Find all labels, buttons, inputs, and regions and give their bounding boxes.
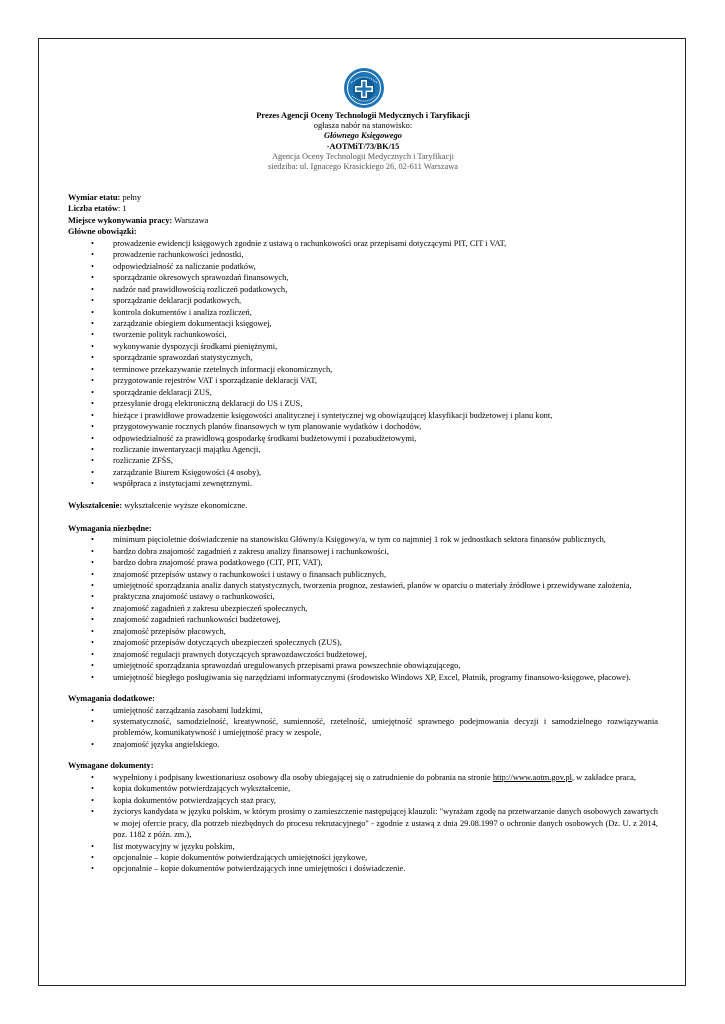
bullet-icon: • <box>91 250 94 260</box>
bullet-icon: • <box>91 444 94 454</box>
bullet-icon: • <box>91 626 94 636</box>
bullet-icon: • <box>91 569 94 579</box>
list-item-text: praktyczna znajomość ustawy o rachunkowości, <box>113 592 275 602</box>
list-item-text: znajomość zagadnień rachunkowości budżetowej, <box>113 615 281 625</box>
list-item-text: umiejętność zarządzania zasobami ludzkimi, <box>113 705 263 715</box>
header-agency: Agencja Oceny Technologii Medycznych i Taryfikacji <box>271 151 454 161</box>
list-item <box>68 364 658 375</box>
list-item-text: prowadzenie rachunkowości jednostki, <box>113 250 244 260</box>
education-label: Wykształcenie: <box>68 500 123 510</box>
documents-heading: Wymagane dokumenty: <box>68 761 154 771</box>
bullet-icon: • <box>91 841 94 851</box>
list-item <box>68 433 658 444</box>
bullet-icon: • <box>91 422 94 432</box>
bullet-icon: • <box>91 364 94 374</box>
bullet-icon: • <box>91 739 94 749</box>
place-line <box>68 215 658 226</box>
bullet-icon: • <box>91 705 94 715</box>
list-item <box>68 591 658 602</box>
bullet-icon: • <box>91 649 94 659</box>
list-item <box>68 546 658 557</box>
workload-value: pełny <box>120 193 142 202</box>
list-item-text: minimum pięcioletnie doświadczenie na stanowisku Główny/a Księgowy/a, w tym co najmniej 1 rok w jednostkach sektora finansów publicznych, <box>113 535 606 545</box>
bullet-icon: • <box>91 261 94 271</box>
education-value: wykształcenie wyższe ekonomiczne. <box>122 500 248 510</box>
list-item-text: bardzo dobra znajomość zagadnień z zakresu analizy finansowej i rachunkowości, <box>113 546 389 556</box>
list-item <box>68 329 658 340</box>
bullet-icon: • <box>91 852 94 862</box>
list-item <box>68 318 658 329</box>
list-item-text: współpraca z instytucjami zewnętrznymi. <box>113 479 253 489</box>
required-heading: Wymagania niezbędne: <box>68 523 152 533</box>
header-address: siedziba: ul. Ignacego Krasickiego 26, 02-611 Warszawa <box>267 162 459 172</box>
list-item <box>68 863 658 874</box>
list-item <box>68 569 658 580</box>
list-item <box>68 410 658 421</box>
list-item <box>68 852 658 863</box>
header-title: Prezes Agencji Oceny Technologii Medycznych i Taryfikacji <box>256 111 470 120</box>
bullet-icon: • <box>91 307 94 317</box>
additional-list <box>68 705 658 751</box>
bullet-icon: • <box>91 592 94 602</box>
list-item-text: terminowe przekazywanie rzetelnych informacji ekonomicznych, <box>113 364 333 374</box>
bullet-icon: • <box>91 273 94 283</box>
list-item-text: znajomość przepisów ustawy o rachunkowości i ustawy o finansach publicznych, <box>113 569 387 579</box>
list-item <box>68 375 658 386</box>
bullet-icon: • <box>91 467 94 477</box>
bullet-icon: • <box>91 615 94 625</box>
bullet-icon: • <box>91 795 94 805</box>
list-item <box>68 341 658 352</box>
list-item-text: zarządzanie obiegiem dokumentacji księgowej, <box>113 318 272 328</box>
header-position: Głównego Księgowego <box>324 131 402 141</box>
list-item <box>68 672 658 683</box>
bullet-icon: • <box>91 238 94 248</box>
education-line <box>68 500 658 511</box>
bullet-icon: • <box>91 535 94 545</box>
list-item <box>68 739 658 750</box>
bullet-icon: • <box>91 661 94 671</box>
posts-label: Liczba etatów <box>68 204 119 214</box>
list-item-text: bieżące i prawidłowe prowadzenie księgowości analitycznej i syntetycznej wg obowiązującej klasyfikacji budżetowej i planu kont, <box>113 410 553 420</box>
header-reference: -AOTMiT/73/BK/15 <box>326 141 400 151</box>
workload-line <box>68 192 658 203</box>
list-item <box>68 421 658 432</box>
additional-heading: Wymagania dodatkowe: <box>68 694 155 704</box>
list-item-text: systematyczność, samodzielność, kreatywność, sumienność, rzetelność, umiejętność sprawnego podejmowania decyzji i samodzielnego rozwiązywania problemów, komunikatywność i umiejętność pracy w zespole, <box>113 716 658 738</box>
list-item-text: znajomość przepisów dotyczących ubezpieczeń społecznych (ZUS), <box>113 638 342 648</box>
list-item <box>68 637 658 648</box>
list-item-text: kontrola dokumentów i analiza rozliczeń, <box>113 307 252 317</box>
bullet-icon: • <box>91 479 94 489</box>
list-item <box>68 716 658 739</box>
header-announces: ogłasza nabór na stanowisko: <box>313 121 413 131</box>
list-item-text: sporządzanie deklaracji podatkowych, <box>113 296 242 306</box>
list-item-text: opcjonalnie – kopie dokumentów potwierdzających umiejętności językowe, <box>113 852 368 862</box>
list-item <box>68 478 658 489</box>
list-item-text: znajomość przepisów płacowych, <box>113 626 226 636</box>
list-item <box>68 307 658 318</box>
list-item-text: przygotowanie rejestrów VAT i sporządzanie deklaracji VAT, <box>113 376 317 386</box>
bullet-icon: • <box>91 546 94 556</box>
bullet-icon: • <box>91 864 94 874</box>
aotm-link[interactable]: http://www.aotm.gov.pl <box>492 772 572 782</box>
bullet-icon: • <box>91 638 94 648</box>
list-item-text: znajomość języka angielskiego. <box>113 739 220 749</box>
list-item <box>68 444 658 455</box>
place-value: Warszawa <box>172 215 209 225</box>
list-item-text: przesyłanie drogą elektroniczną deklaracji do US i ZUS, <box>113 399 303 409</box>
list-item <box>68 557 658 568</box>
bullet-icon: • <box>91 456 94 466</box>
list-item <box>68 614 658 625</box>
bullet-icon: • <box>91 296 94 306</box>
list-item <box>68 660 658 671</box>
list-item-text: rozliczanie ZFŚS, <box>113 456 174 466</box>
bullet-icon: • <box>91 330 94 340</box>
list-item-text: życiorys kandydata w języku polskim, w którym prosimy o zamieszczenie następującej klauzuli: "wyrażam zgodę na przetwarzanie danych osobowych zawartych w mojej ofercie pracy, dla potrzeb niezbędnych do procesu rekrutacyjnego" - zgodnie z ustawą z dnia 29.08.1997 o ochronie danych osobowych (Dz. U. z 2014, poz. 1182 z późn. zm.), <box>113 807 658 840</box>
documents-list <box>68 772 658 783</box>
list-item-text: zarządzanie Biurem Księgowości (4 osoby), <box>113 467 262 477</box>
list-item <box>68 603 658 614</box>
list-item <box>68 455 658 466</box>
list-item-text: znajomość zagadnień z zakresu ubezpieczeń społecznych, <box>113 603 308 613</box>
list-item <box>68 580 658 591</box>
duties-heading: Główne obowiązki: <box>68 227 137 237</box>
list-item-text: kopia dokumentów potwierdzających staż pracy, <box>113 795 276 805</box>
list-item: • wypełniony i podpisany kwestionariusz osobowy dla osoby ubiegającej się o zatrudnienie do pobrania na stronie http://www.aotm.gov.pl, w zakładce praca, <box>91 772 636 782</box>
bullet-icon: • <box>91 433 94 443</box>
list-item <box>68 783 658 794</box>
list-item <box>68 398 658 409</box>
list-item-text: wykonywanie dyspozycji środkami pieniężnymi, <box>113 341 278 351</box>
list-item-text: umiejętność sporządzania sprawozdań uregulowanych przepisami prawa powszechnie obowiązującego, <box>113 661 461 671</box>
required-list <box>68 534 658 683</box>
list-item-text: odpowiedzialność za naliczanie podatków, <box>113 261 256 271</box>
list-item-text: znajomość regulacji prawnych dotyczących sprawozdawczości budżetowej, <box>113 649 367 659</box>
list-item <box>68 467 658 478</box>
bullet-icon: • <box>91 716 94 726</box>
list-item <box>68 626 658 637</box>
bullet-icon: • <box>91 284 94 294</box>
list-item <box>68 387 658 398</box>
list-item <box>68 649 658 660</box>
list-item <box>68 272 658 283</box>
bullet-icon: • <box>91 410 94 420</box>
posts-value: : 1 <box>118 204 127 214</box>
list-item-text: tworzenie polityk rachunkowości, <box>113 330 227 340</box>
bullet-icon: • <box>91 581 94 590</box>
posts-line <box>68 203 658 214</box>
place-label: Miejsce wykonywania pracy: <box>68 215 173 225</box>
list-item <box>68 795 658 806</box>
bullet-icon: • <box>91 399 94 409</box>
list-item-text: kopia dokumentów potwierdzających wykształcenie, <box>113 784 291 794</box>
list-item-text: nadzór nad prawidłowością rozliczeń podatkowych, <box>113 284 288 294</box>
announcement-header <box>68 111 658 172</box>
list-item-text: odpowiedzialność za prawidłową gospodarkę środkami budżetowymi i pozabudżetowymi, <box>113 433 417 443</box>
list-item <box>68 534 658 545</box>
documents-list-rest <box>68 783 658 875</box>
bullet-icon: • <box>91 807 94 817</box>
bullet-icon: • <box>91 672 94 682</box>
list-item <box>68 295 658 306</box>
list-item <box>68 284 658 295</box>
bullet-icon: • <box>91 603 94 613</box>
list-item-text: sporządzanie okresowych sprawozdań finansowych, <box>113 273 289 283</box>
bullet-icon: • <box>91 376 94 386</box>
list-item-text: umiejętność sporządzania analiz danych statystycznych, tworzenia prognoz, zestawień, planów w oparciu o materiały źródłowe i przewidywane założenia, <box>113 581 632 590</box>
list-item-text: umiejętność biegłego posługiwania się narzędziami informatycznymi (środowisko Windows XP, Excel, Płatnik, programy finansowo-księgowe, płacowe). <box>113 672 631 682</box>
list-item <box>68 261 658 272</box>
bullet-icon: • <box>91 558 94 568</box>
agency-logo <box>343 67 385 109</box>
list-item-text: sporządzanie deklaracji ZUS, <box>113 387 212 397</box>
list-item-text: opcjonalnie – kopie dokumentów potwierdzających inne umiejętności i doświadczenie. <box>113 864 406 874</box>
list-item-text: bardzo dobra znajomość prawa podatkowego (CIT, PIT, VAT), <box>113 558 323 568</box>
list-item-text: sporządzanie sprawozdań statystycznych, <box>113 353 253 363</box>
list-item-text: list motywacyjny w języku polskim, <box>113 841 235 851</box>
list-item <box>68 806 658 840</box>
list-item <box>68 705 658 716</box>
workload-label: Wymiar etatu: <box>68 193 121 202</box>
bullet-icon: • <box>91 318 94 328</box>
list-item <box>68 249 658 260</box>
duties-list <box>68 238 658 490</box>
list-item-text: rozliczanie inwentaryzacji majątku Agencji, <box>113 444 261 454</box>
bullet-icon: • <box>91 387 94 397</box>
list-item <box>68 352 658 363</box>
announcement-body <box>68 192 658 875</box>
bullet-icon: • <box>91 353 94 363</box>
bullet-icon: • <box>91 341 94 351</box>
list-item <box>68 238 658 249</box>
bullet-icon: • <box>91 784 94 794</box>
list-item-text: prowadzenie ewidencji księgowych zgodnie z ustawą o rachunkowości oraz przepisami dotyczącymi PIT, CIT i VAT, <box>113 238 507 248</box>
list-item-text: przygotowywanie rocznych planów finansowych w tym planowanie wydatków i dochodów, <box>113 422 422 432</box>
list-item <box>68 841 658 852</box>
